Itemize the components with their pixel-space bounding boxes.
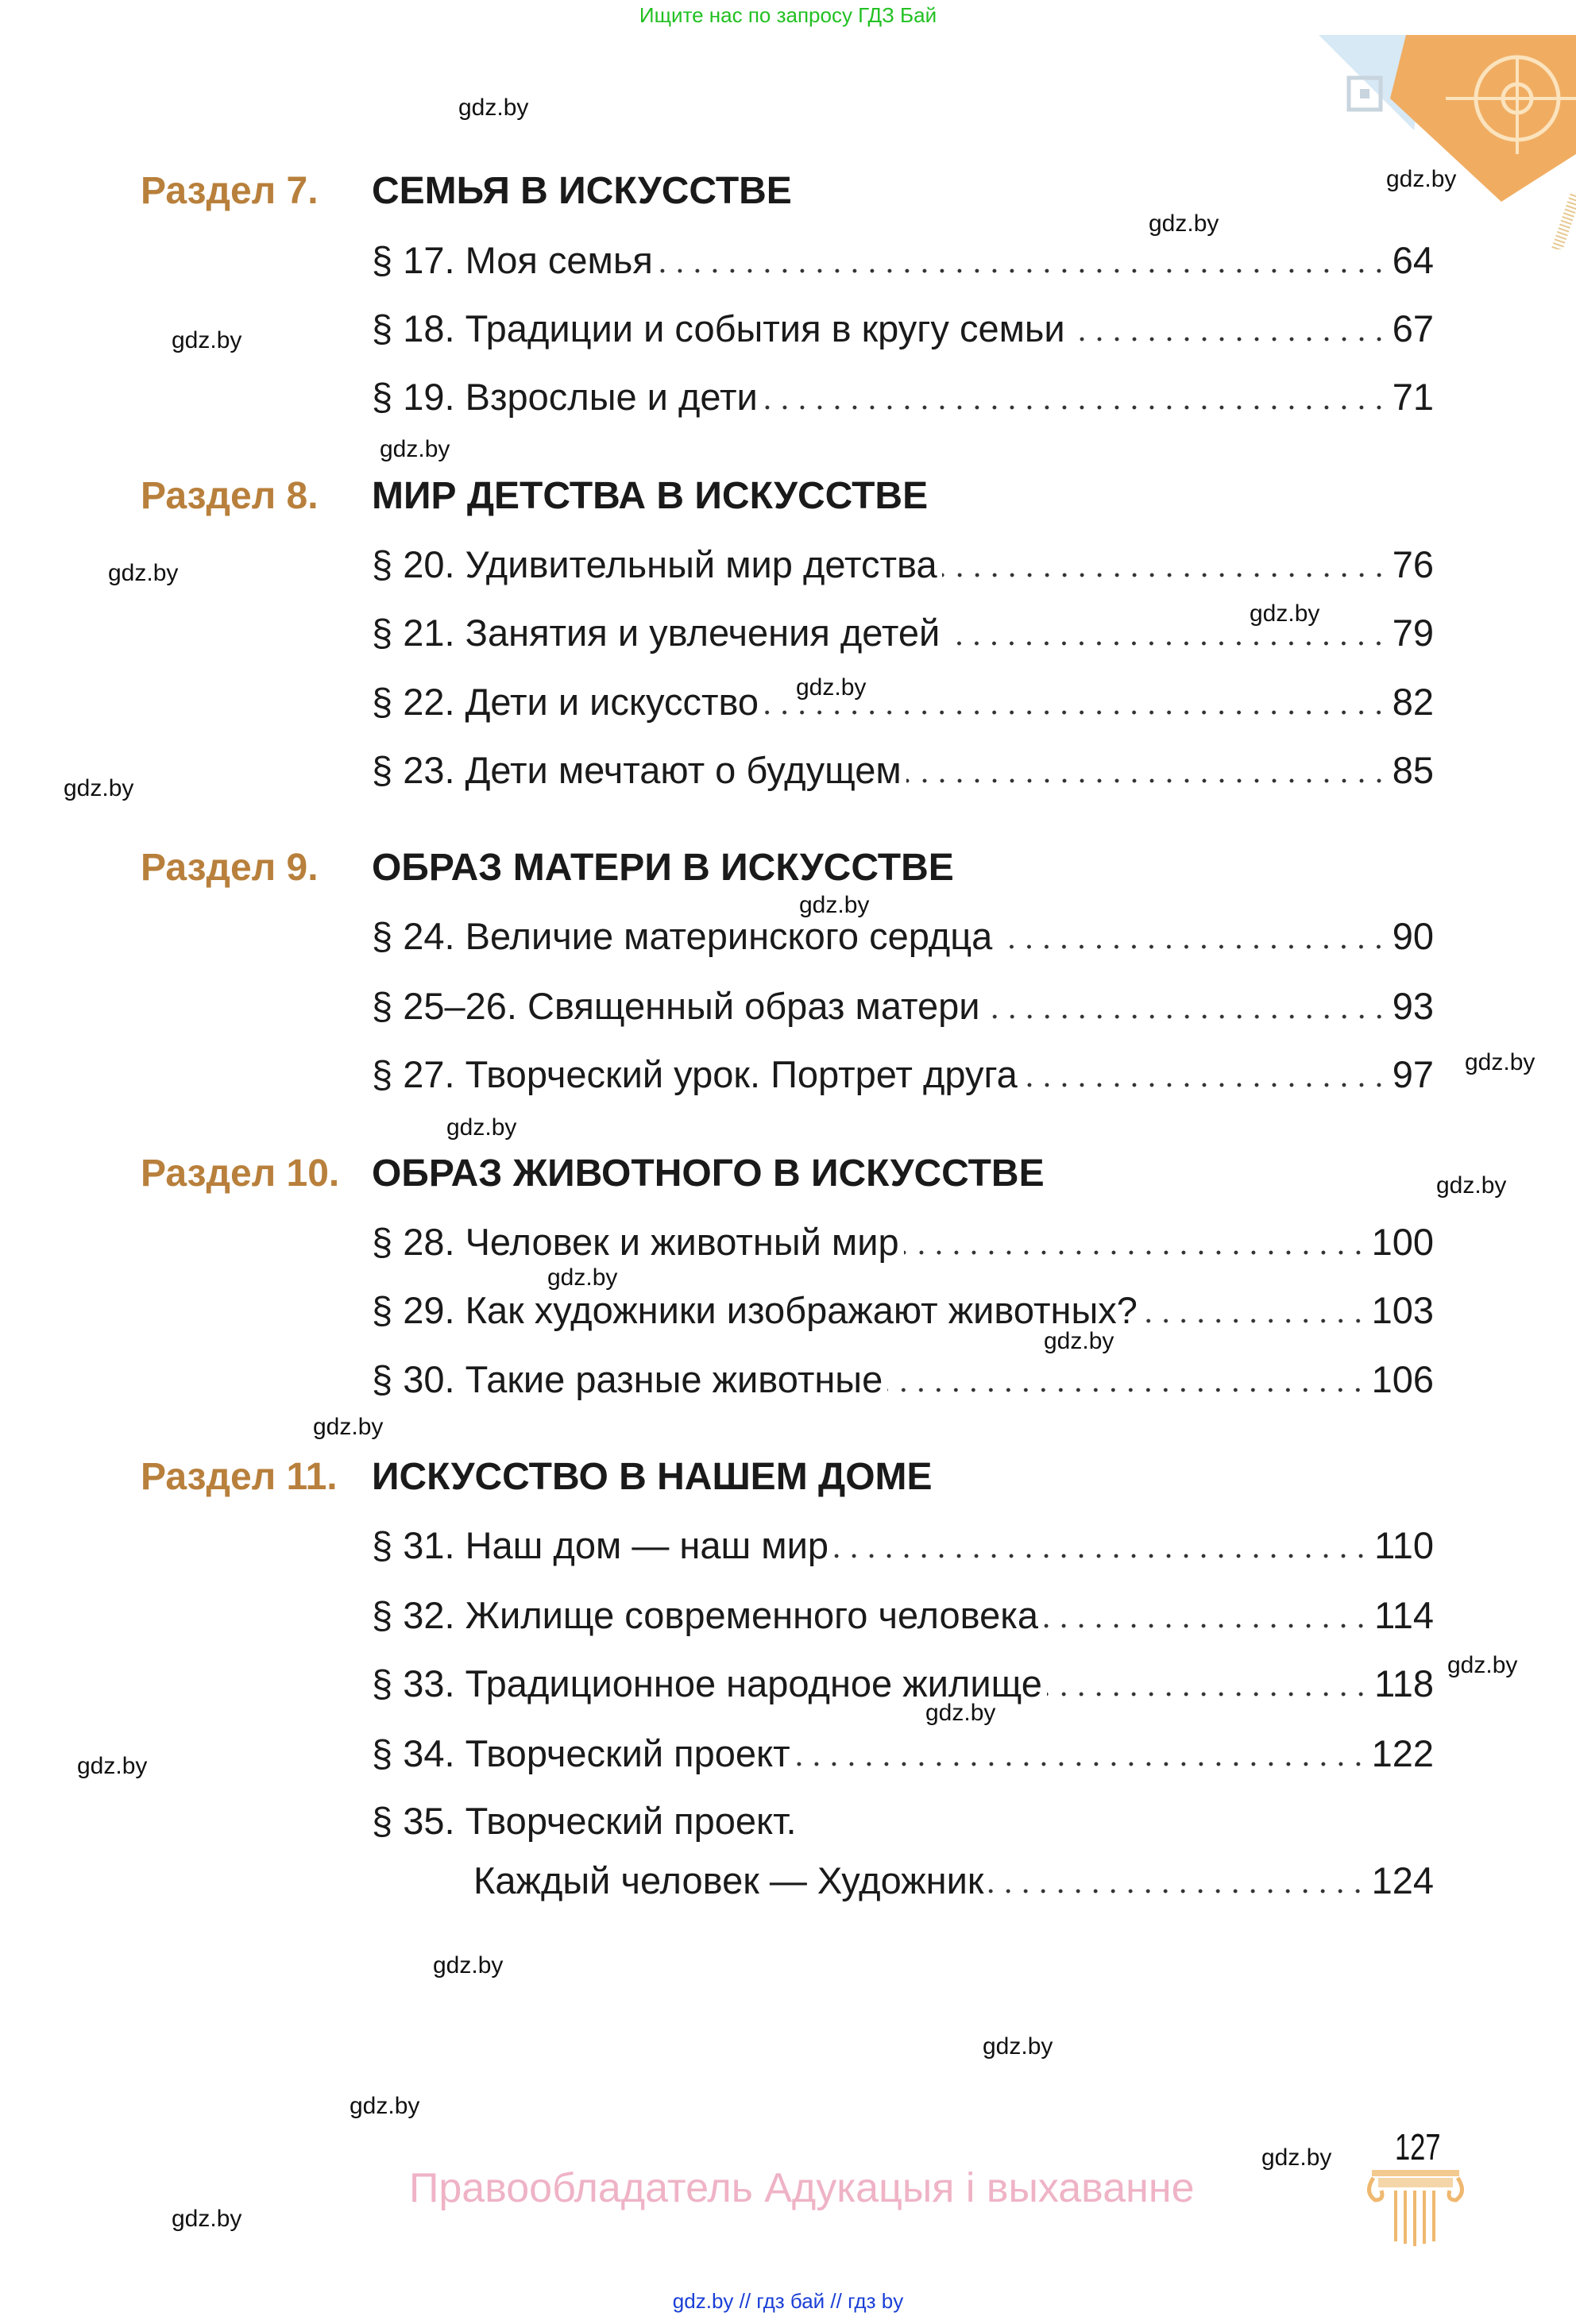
dot-leader [1022, 1083, 1388, 1087]
dot-leader [795, 1762, 1367, 1766]
watermark: gdz.by [433, 1952, 504, 1978]
entry-page: 71 [1392, 376, 1434, 418]
watermark: gdz.by [77, 1753, 148, 1779]
watermark: gdz.by [1436, 1172, 1507, 1199]
toc-entry[interactable] [372, 747, 1434, 794]
entry-title: § 35. Творческий проект. [372, 1800, 797, 1842]
entry-page: 93 [1392, 985, 1434, 1027]
toc-entry[interactable] [372, 1797, 1434, 1845]
section-10-title: ОБРАЗ ЖИВОТНОГО В ИСКУССТВЕ [372, 1152, 1045, 1195]
toc-entry[interactable] [372, 1660, 1434, 1708]
entry-title: § 20. Удивительный мир детства [372, 543, 937, 585]
top-search-note: Ищите нас по запросу ГДЗ Бай [639, 3, 937, 27]
page-number: 127 [1395, 2126, 1441, 2168]
toc-entry[interactable] [372, 305, 1434, 353]
watermark: gdz.by [350, 2093, 420, 2119]
dot-leader [942, 573, 1388, 577]
entry-title: § 21. Занятия и увлечения детей [372, 612, 941, 654]
entry-title: § 22. Дети и искусство [372, 681, 759, 723]
entry-page: 90 [1392, 915, 1434, 957]
entry-title: § 33. Традиционное народное жилище [372, 1662, 1042, 1704]
watermark: gdz.by [64, 775, 134, 801]
rights-holder-text: Правообладатель Адукацыя і выхаванне [409, 2165, 1195, 2211]
dot-leader [997, 944, 1387, 949]
section-11-label: Раздел 11. [141, 1456, 338, 1498]
dot-leader [763, 710, 1388, 715]
entry-page: 110 [1374, 1524, 1434, 1566]
entry-title: § 29. Как художники изображают животных? [372, 1289, 1138, 1331]
entry-page: 124 [1371, 1859, 1434, 1901]
entry-page: 97 [1392, 1053, 1434, 1095]
entry-title: § 23. Дети мечтают о будущем [372, 749, 902, 791]
toc-entry[interactable] [372, 913, 1434, 960]
entry-title: § 18. Традиции и события в кругу семьи [372, 307, 1065, 349]
entry-title: § 19. Взрослые и дети [372, 376, 758, 418]
watermark: gdz.by [172, 2206, 242, 2232]
entry-page: 100 [1371, 1221, 1434, 1263]
toc-entry[interactable] [372, 1218, 1434, 1266]
entry-page: 106 [1371, 1358, 1434, 1400]
entry-title: Каждый человек — Художник [473, 1859, 984, 1901]
entry-page: 79 [1392, 612, 1434, 654]
watermark: gdz.by [1044, 1328, 1114, 1354]
dot-leader [988, 1889, 1366, 1894]
section-8-label: Раздел 8. [141, 475, 319, 517]
entry-title: § 34. Творческий проект [372, 1732, 790, 1774]
toc-entry[interactable] [372, 1730, 1434, 1778]
watermark: gdz.by [380, 436, 450, 462]
entry-page: 103 [1371, 1289, 1434, 1331]
dot-leader [1070, 337, 1388, 342]
section-11-title: ИСКУССТВО В НАШЕМ ДОМЕ [372, 1456, 933, 1498]
toc-entry[interactable] [372, 1592, 1434, 1639]
watermark: gdz.by [796, 674, 867, 701]
entry-title: § 27. Творческий урок. Портрет друга [372, 1053, 1018, 1095]
watermark: gdz.by [108, 560, 179, 586]
corner-ornament-image [1319, 35, 1576, 249]
toc-entry[interactable] [372, 1051, 1434, 1098]
entry-page: 114 [1374, 1594, 1434, 1636]
dot-leader [887, 1388, 1366, 1392]
section-7-title: СЕМЬЯ В ИСКУССТВЕ [372, 170, 792, 212]
dot-leader [763, 405, 1388, 410]
toc-entry[interactable] [372, 982, 1434, 1030]
ionic-column-icon [1364, 2168, 1467, 2248]
entry-page: 67 [1392, 307, 1434, 349]
section-9-title: ОБРАЗ МАТЕРИ В ИСКУССТВЕ [372, 847, 954, 889]
toc-entry[interactable] [372, 541, 1434, 589]
dot-leader [944, 641, 1387, 646]
entry-title: § 30. Такие разные животные [372, 1358, 883, 1400]
entry-page: 118 [1374, 1662, 1434, 1704]
watermark: gdz.by [313, 1414, 384, 1440]
watermark: gdz.by [446, 1114, 517, 1141]
watermark: gdz.by [925, 1700, 996, 1726]
toc-entry[interactable] [372, 373, 1434, 421]
bottom-search-note: gdz.by // гдз бай // гдз by [672, 2289, 904, 2313]
dot-leader [1043, 1623, 1369, 1628]
watermark: gdz.by [1447, 1652, 1518, 1678]
entry-title: § 32. Жилище современного человека [372, 1594, 1038, 1636]
entry-page: 76 [1392, 543, 1434, 585]
entry-title: § 25–26. Священный образ матери [372, 985, 980, 1027]
entry-title: § 31. Наш дом — наш мир [372, 1524, 829, 1566]
entry-page: 82 [1392, 681, 1434, 723]
watermark: gdz.by [1386, 166, 1457, 192]
toc-entry[interactable] [372, 237, 1434, 284]
dot-leader [1142, 1318, 1367, 1323]
dot-leader [658, 268, 1388, 273]
dot-leader [1047, 1692, 1369, 1697]
toc-entry[interactable] [372, 1356, 1434, 1403]
dot-leader [833, 1554, 1369, 1558]
entry-page: 85 [1392, 749, 1434, 791]
toc-entry[interactable] [372, 678, 1434, 726]
dot-leader [904, 1250, 1367, 1255]
section-9-label: Раздел 9. [141, 847, 319, 889]
watermark: gdz.by [1261, 2144, 1332, 2171]
section-10-label: Раздел 10. [141, 1152, 340, 1195]
watermark: gdz.by [1250, 600, 1320, 627]
toc-entry[interactable] [473, 1857, 1434, 1905]
entry-page: 64 [1392, 239, 1434, 281]
dot-leader [985, 1014, 1388, 1019]
watermark: gdz.by [172, 327, 242, 353]
entry-title: § 28. Человек и животный мир [372, 1221, 899, 1263]
watermark: gdz.by [1149, 210, 1219, 237]
section-7-label: Раздел 7. [141, 170, 319, 212]
section-8-title: МИР ДЕТСТВА В ИСКУССТВЕ [372, 475, 929, 517]
toc-entry[interactable] [372, 1287, 1434, 1334]
watermark: gdz.by [983, 2033, 1053, 2060]
watermark: gdz.by [799, 892, 870, 918]
watermark: gdz.by [547, 1264, 618, 1291]
watermark: gdz.by [458, 95, 529, 121]
entry-title: § 17. Моя семья [372, 239, 653, 281]
toc-entry[interactable] [372, 1522, 1434, 1569]
entry-title: § 24. Величие материнского сердца [372, 915, 993, 957]
watermark: gdz.by [1465, 1049, 1535, 1075]
dot-leader [906, 778, 1388, 783]
entry-page: 122 [1371, 1732, 1434, 1774]
